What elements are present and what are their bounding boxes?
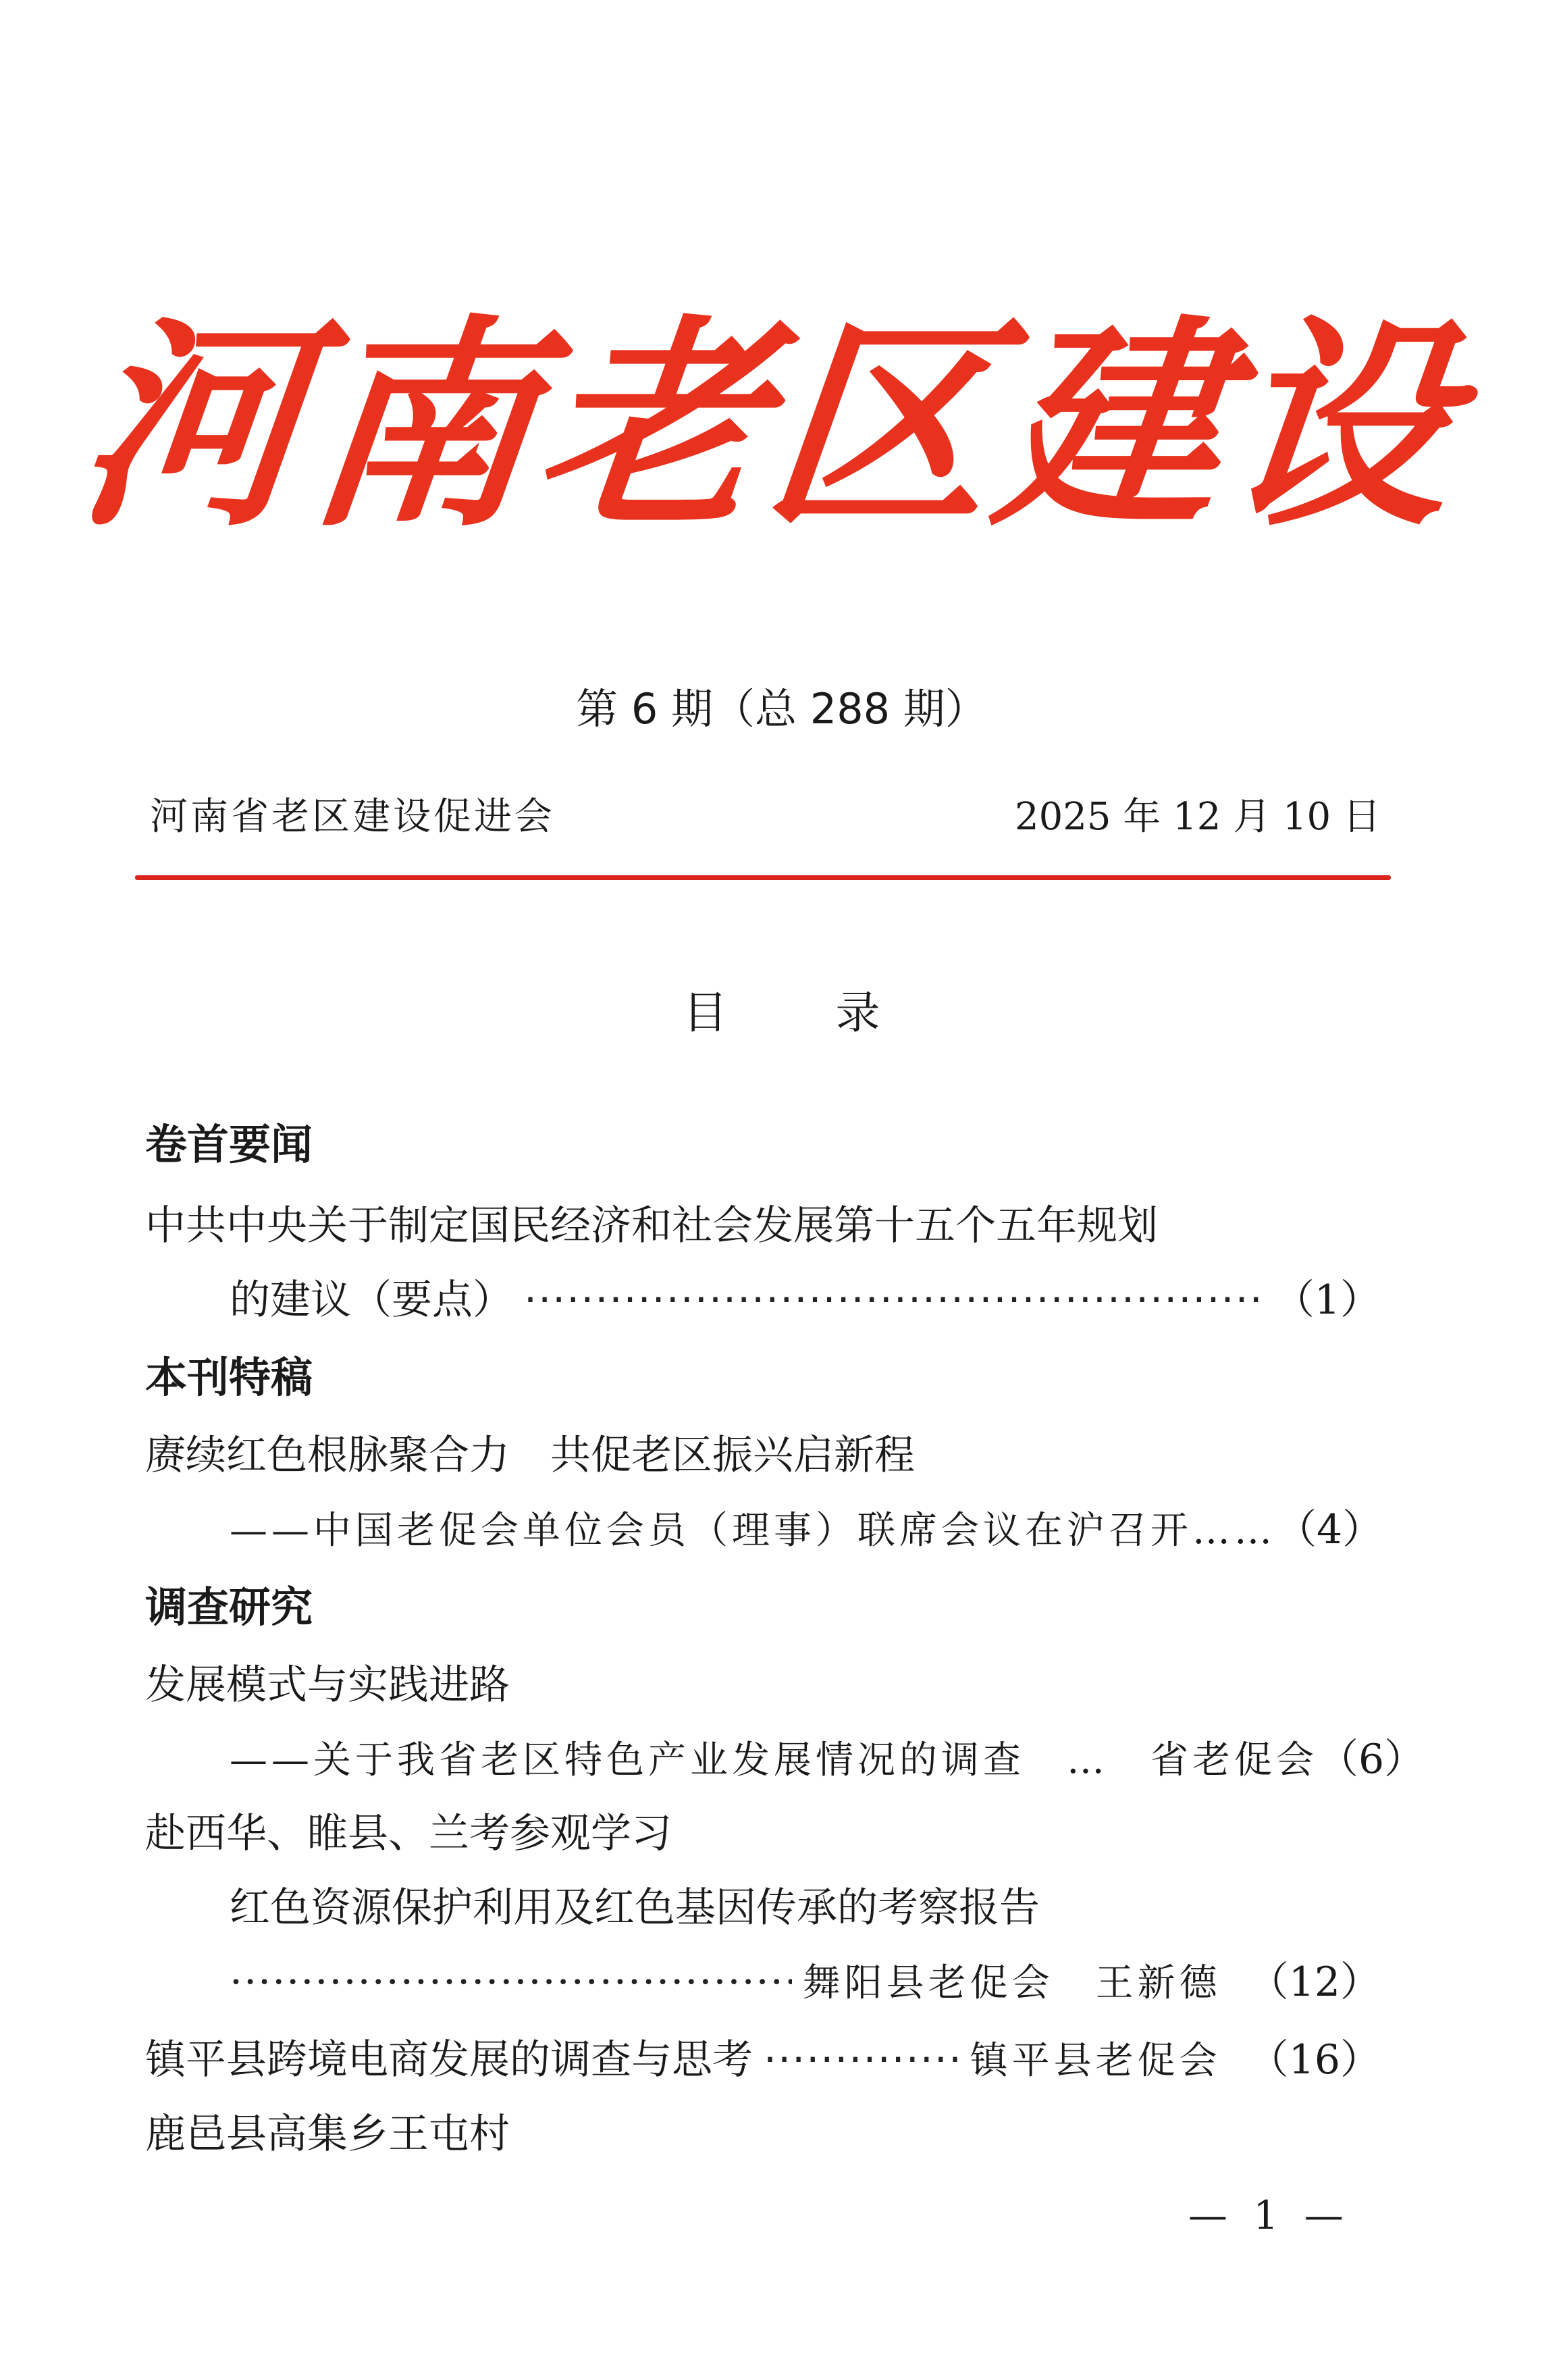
toc-entry[interactable] — [230, 1729, 1425, 1791]
toc-page-ref: （12） — [1248, 1959, 1381, 2006]
toc-entry-title[interactable]: 赴西华、睢县、兰考参观学习 — [145, 1810, 672, 1857]
toc-entry-title-cont: 的建议（要点） — [230, 1276, 513, 1324]
toc-entry-title[interactable]: 发展模式与实践进路 — [145, 1661, 510, 1709]
toc-page-ref: （16） — [1248, 2036, 1381, 2084]
publication-date: 2025 年 12 月 10 日 — [1014, 795, 1381, 839]
publisher-name: 河南省老区建设促进会 — [150, 795, 555, 839]
toc-entry-subtitle: ——关于我省老区特色产业发展情况的调查 … 省老促会 — [230, 1738, 1318, 1782]
toc-entry[interactable] — [230, 1952, 1381, 2014]
header-divider — [135, 875, 1391, 880]
toc-entry[interactable] — [230, 1270, 1381, 1330]
toc-heading-right: 录 — [835, 987, 880, 1039]
toc-author: 镇平县老促会 — [970, 2039, 1221, 2083]
toc-entry[interactable] — [230, 1499, 1381, 1561]
page-number: — 1 — — [1188, 2192, 1350, 2238]
masthead-title: 河南老区建设 — [67, 294, 1473, 557]
toc-heading-left: 目 — [683, 987, 728, 1039]
issue-number: 第 6 期（总 288 期） — [576, 684, 987, 733]
toc-entry-title-cont[interactable]: 红色资源保护利用及红色基因传承的考察报告 — [230, 1884, 1040, 1932]
leader-dots — [230, 1952, 792, 2013]
toc-entry-title[interactable]: 鹿邑县高集乡王屯村 — [145, 2111, 510, 2158]
toc-page-ref: （1） — [1273, 1276, 1381, 1324]
masthead — [67, 290, 1473, 561]
toc-section-heading: 调查研究 — [145, 1582, 313, 1632]
toc-heading — [0, 979, 1563, 1047]
toc-entry-title[interactable]: 中共中央关于制定国民经济和社会发展第十五个五年规划 — [145, 1202, 1158, 1249]
leader-dots — [524, 1270, 1263, 1330]
toc-entry[interactable] — [145, 2029, 1381, 2092]
toc-page-ref: （6） — [1318, 1736, 1425, 1783]
toc-author: 舞阳县老促会 王新德 — [802, 1961, 1221, 2005]
toc-entry-title[interactable]: 赓续红色根脉聚合力 共促老区振兴启新程 — [145, 1432, 915, 1479]
leader-dots — [764, 2029, 959, 2090]
toc-section-heading: 卷首要闻 — [145, 1120, 313, 1169]
toc-page-ref: （4） — [1276, 1506, 1383, 1553]
toc-entry-subtitle: ——中国老促会单位会员（理事）联席会议在沪召开…… — [230, 1509, 1276, 1553]
toc-entry-title: 镇平县跨境电商发展的调查与思考 — [145, 2036, 753, 2084]
toc-section-heading: 本刊特稿 — [145, 1353, 313, 1402]
